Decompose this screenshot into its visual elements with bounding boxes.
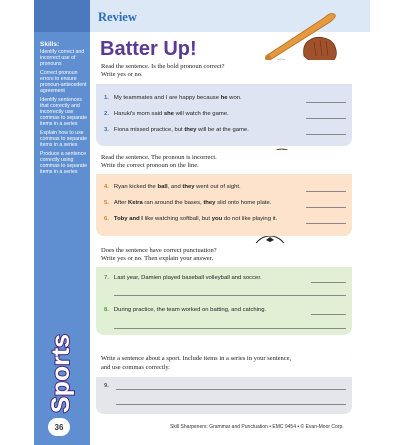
instruction-text: Write the correct pronoun on the line. (101, 162, 199, 169)
sidebar-header-block (34, 0, 90, 32)
bold-word: ball (157, 184, 168, 190)
section-pronoun-check (96, 60, 352, 146)
question-text: Fiona missed practice, but (113, 127, 185, 133)
section-pronoun-correct (96, 150, 352, 236)
question-text: do not like playing it. (222, 216, 278, 222)
question-text: won. (227, 95, 242, 101)
answer-line[interactable] (116, 389, 346, 390)
instruction-text: Write yes or no. Then explain your answer. (101, 255, 214, 262)
category-label (37, 333, 87, 413)
question-text: went out of sight. (194, 184, 241, 190)
category-text: Sports (47, 333, 76, 413)
explanation-line[interactable] (114, 328, 346, 329)
instruction-text: Does the sentence have correct punctuation? (101, 247, 217, 254)
question-text: Ryan kicked the (113, 184, 158, 190)
question-number: 7. (104, 275, 109, 281)
page-number: 36 (48, 418, 70, 436)
question-item (104, 184, 241, 190)
question-text: will watch the game. (173, 111, 229, 117)
bold-word: Toby and I (113, 216, 143, 222)
question-item (104, 383, 114, 389)
instruction-text: Read the sentence. The pronoun is incorrect. (101, 154, 217, 161)
question-item (104, 95, 242, 101)
question-number: 6. (104, 216, 109, 222)
question-text: Haruki's mom said (113, 111, 164, 117)
answer-line[interactable] (306, 207, 346, 208)
question-text: After (113, 200, 128, 206)
question-number: 5. (104, 200, 109, 206)
footer-credit: Skill Sharpeners: Grammar and Punctuation • EMC 9454 • © Evan-Moor Corp. (170, 424, 344, 430)
answer-line[interactable] (306, 223, 346, 224)
explanation-line[interactable] (114, 295, 346, 296)
answer-line[interactable] (311, 314, 346, 315)
instruction-text: Write yes or no. (101, 71, 143, 78)
skill-item: Produce a sentence correctly using commas to separate items in a series (40, 151, 87, 175)
bold-word: Keira (128, 200, 143, 206)
question-text: ran around the bases, (142, 200, 204, 206)
review-heading: Review (98, 10, 137, 24)
question-text: Last year, Damien played baseball volleyball and soccer. (113, 275, 262, 281)
question-item (104, 307, 266, 313)
question-number: 9. (104, 383, 109, 389)
question-number: 2. (104, 111, 109, 117)
skills-title: Skills: (40, 41, 60, 48)
skills-list (40, 42, 90, 178)
question-text: will be at the game. (196, 127, 249, 133)
question-number: 8. (104, 307, 109, 313)
bold-pronoun: you (211, 216, 223, 222)
bold-pronoun: she (163, 111, 174, 117)
question-text: like watching softball, but (142, 216, 212, 222)
question-item (104, 275, 262, 281)
skill-item: Explain how to use commas to separate items in a series (40, 130, 87, 148)
skill-item: Identify correct and incorrect use of pronouns (40, 49, 85, 67)
bold-pronoun: they (203, 200, 216, 206)
answer-line[interactable] (306, 134, 346, 135)
page-title: Batter Up! (100, 38, 197, 60)
question-text: My teammates and I are happy because (113, 95, 221, 101)
answer-line[interactable] (306, 102, 346, 103)
question-text: , and (167, 184, 183, 190)
question-text: During practice, the team worked on batting, and catching. (113, 307, 267, 313)
question-number: 3. (104, 127, 109, 133)
question-item (104, 216, 277, 222)
question-number: 4. (104, 184, 109, 190)
question-item (104, 200, 271, 206)
answer-line[interactable] (311, 282, 346, 283)
question-item (104, 127, 249, 133)
instruction-text: and use commas correctly. (101, 364, 170, 371)
bold-pronoun: he (220, 95, 228, 101)
answer-line[interactable] (116, 404, 346, 405)
section-punctuation (96, 243, 352, 335)
skill-item: Correct pronoun errors to ensure pronoun-antecedent agreement (40, 70, 87, 94)
bold-pronoun: they (182, 184, 195, 190)
instruction-text: Read the sentence. Is the bold pronoun correct? (101, 63, 225, 70)
section-write-sentence (96, 351, 352, 414)
answer-line[interactable] (306, 118, 346, 119)
bold-pronoun: they (184, 127, 197, 133)
question-number: 1. (104, 95, 109, 101)
question-text: slid onto home plate. (215, 200, 272, 206)
question-item (104, 111, 229, 117)
answer-line[interactable] (306, 191, 346, 192)
skill-item: Identify sentences that correctly and incorrectly use commas to separate items in a series (40, 97, 87, 127)
instruction-text: Write a sentence about a sport. Include items in a series in your sentence, (101, 355, 292, 362)
